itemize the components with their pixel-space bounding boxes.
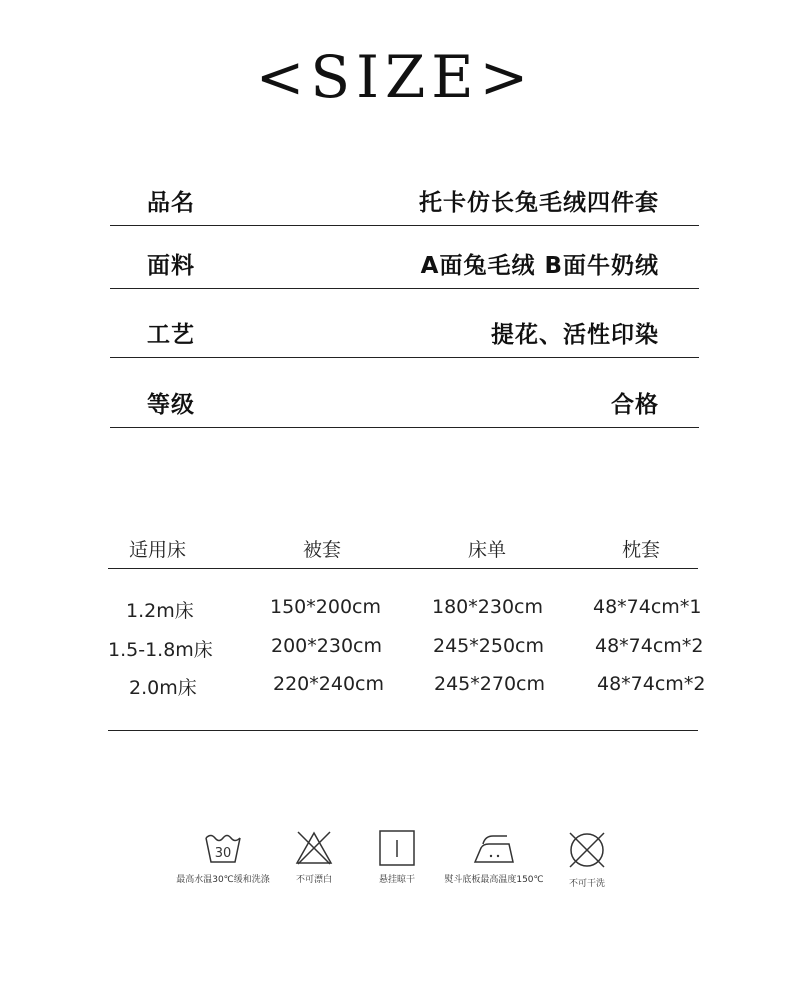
- table-bottom-divider: [108, 730, 698, 731]
- spec-key: 面料: [147, 253, 195, 279]
- spec-key: 工艺: [147, 322, 195, 348]
- sheet-size-cell: 245*250cm: [433, 635, 544, 657]
- table-row: [108, 635, 708, 665]
- spec-key: 品名: [147, 190, 195, 216]
- spec-value: 提花、活性印染: [491, 322, 659, 348]
- bed-size-cell: 1.2m床: [126, 600, 194, 622]
- table-row: [108, 596, 708, 626]
- care-label: 悬挂晾干: [378, 875, 415, 885]
- sheet-size-cell: 245*270cm: [434, 673, 545, 695]
- pillow-size: 48*74cm: [595, 635, 682, 657]
- wash-temperature: 30: [214, 846, 232, 861]
- column-header: 适用床: [129, 539, 187, 561]
- table-row: [108, 673, 708, 703]
- spec-row-grade: [110, 365, 699, 428]
- pillow-size-cell: [597, 673, 705, 695]
- column-header: 床单: [468, 539, 507, 561]
- pillow-size-cell: [593, 596, 701, 618]
- bed-size-cell: 1.5-1.8m床: [108, 639, 213, 661]
- no-bleach-icon: [294, 830, 334, 866]
- pillow-quantity: *2: [683, 673, 706, 695]
- duvet-size-cell: 200*230cm: [271, 635, 382, 657]
- column-header: 枕套: [622, 539, 661, 561]
- spec-key: 等级: [147, 392, 195, 418]
- spec-row-fabric: [110, 226, 699, 289]
- no-dry-clean-icon: [567, 830, 607, 870]
- pillow-size-cell: [595, 635, 703, 657]
- bed-size-cell: 2.0m床: [129, 677, 197, 699]
- wash-30-icon: [203, 830, 243, 866]
- line-dry-icon: [377, 830, 417, 866]
- column-header: 被套: [303, 539, 342, 561]
- pillow-size: 48*74cm: [597, 673, 684, 695]
- care-label: 不可干洗: [568, 879, 605, 889]
- spec-value: 托卡仿长兔毛绒四件套: [419, 190, 659, 216]
- size-table-header: [108, 535, 698, 569]
- duvet-size-cell: 220*240cm: [273, 673, 384, 695]
- iron-icon: [471, 830, 517, 866]
- care-label: 熨斗底板最高温度150℃: [444, 875, 544, 885]
- duvet-size-cell: 150*200cm: [270, 596, 381, 618]
- spec-value: 合格: [611, 392, 659, 418]
- spec-value: A面兔毛绒 B面牛奶绒: [420, 253, 659, 279]
- page-title: <SIZE>: [255, 43, 535, 111]
- pillow-size: 48*74cm: [593, 596, 680, 618]
- pillow-quantity: *1: [679, 596, 702, 618]
- pillow-quantity: *2: [681, 635, 704, 657]
- care-item-dry-clean: [527, 830, 647, 889]
- care-label: 不可漂白: [295, 875, 332, 885]
- care-label: 最高水温30℃缓和洗涤: [176, 875, 270, 885]
- sheet-size-cell: 180*230cm: [432, 596, 543, 618]
- spec-row-craft: [110, 295, 699, 358]
- spec-row-name: [110, 163, 699, 226]
